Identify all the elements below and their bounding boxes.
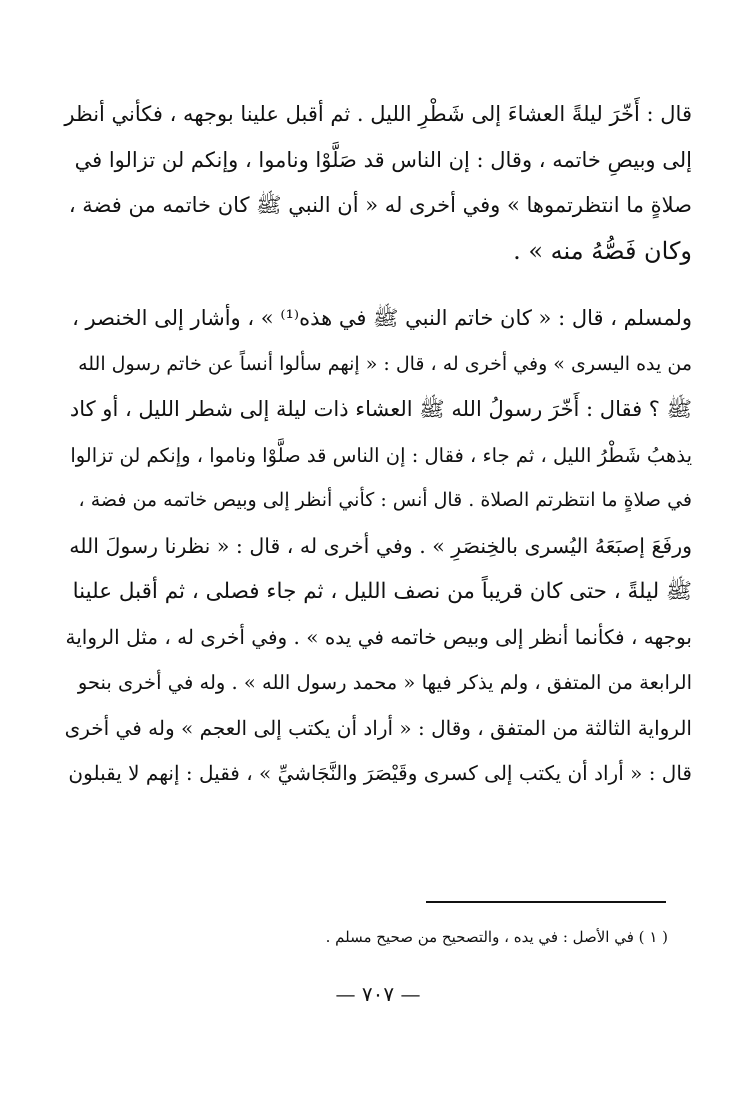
footnote: ( ١ ) في الأصل : في يده ، والتصحيح من صحيح مسلم . xyxy=(325,928,668,946)
footnote-divider xyxy=(426,901,666,903)
text-line: إلى وبيصِ خاتمه ، وقال : إن الناس قد صَلَّوْا وناموا ، وإنكم لن تزالوا في xyxy=(74,147,692,172)
text-line: ﷺ ليلةً ، حتى كان قريباً من نصف الليل ، ثم جاء فصلى ، ثم أقبل علينا xyxy=(72,579,692,604)
text-line: وكان فَصُّهُ منه » . xyxy=(513,236,692,265)
text-line: ورفَعَ إصبَعَهُ اليُسرى بالخِنصَرِ » . وفي أخرى له ، قال : « نظرنا رسولَ الله xyxy=(69,533,692,558)
text-line: قال : أَخّرَ ليلةً العشاءَ إلى شَطْرِ الليل . ثم أقبل علينا بوجهه ، فكأني أنظر xyxy=(64,102,692,126)
paragraph-2 xyxy=(64,296,692,797)
page-number: — ٧٠٧ — xyxy=(335,982,421,1006)
text-line: في صلاةٍ ما انتظرتم الصلاة . قال أنس : كأني أنظر إلى وبيص خاتمه من فضة ، xyxy=(78,489,692,511)
text-line: يذهبُ شَطْرُ الليل ، ثم جاء ، فقال : إن الناس قد صلَّوْا وناموا ، وإنكم لن تزالوا xyxy=(70,443,692,467)
main-text xyxy=(64,92,692,797)
text-line: الرابعة من المتفق ، ولم يذكر فيها « محمد رسول الله » . وله في أخرى بنحو xyxy=(77,671,692,694)
text-line: ولمسلم ، قال : « كان خاتم النبي ﷺ في هذه⁽¹⁾ » ، وأشار إلى الخنصر ، xyxy=(72,306,692,330)
text-line: ﷺ ؟ فقال : أَخّرَ رسولُ الله ﷺ العشاء ذات ليلة إلى شطر الليل ، أو كاد xyxy=(69,397,692,421)
text-line: قال : « أراد أن يكتب إلى كسرى وقَيْصَرَ والنَّجَاشيِّ » ، فقيل : إنهم لا يقبلون xyxy=(68,761,692,785)
text-line: صلاةٍ ما انتظرتموها » وفي أخرى له « أن النبي ﷺ كان خاتمه من فضة ، xyxy=(68,193,692,217)
paragraph-1 xyxy=(64,92,692,274)
text-line: من يده اليسرى » وفي أخرى له ، قال : « إنهم سألوا أنساً عن خاتم رسول الله xyxy=(78,352,692,375)
text-line: الرواية الثالثة من المتفق ، وقال : « أراد أن يكتب إلى العجم » وله في أخرى xyxy=(64,715,692,740)
text-line: بوجهه ، فكأنما أنظر إلى وبيص خاتمه في يده » . وفي أخرى له ، مثل الرواية xyxy=(65,624,692,649)
